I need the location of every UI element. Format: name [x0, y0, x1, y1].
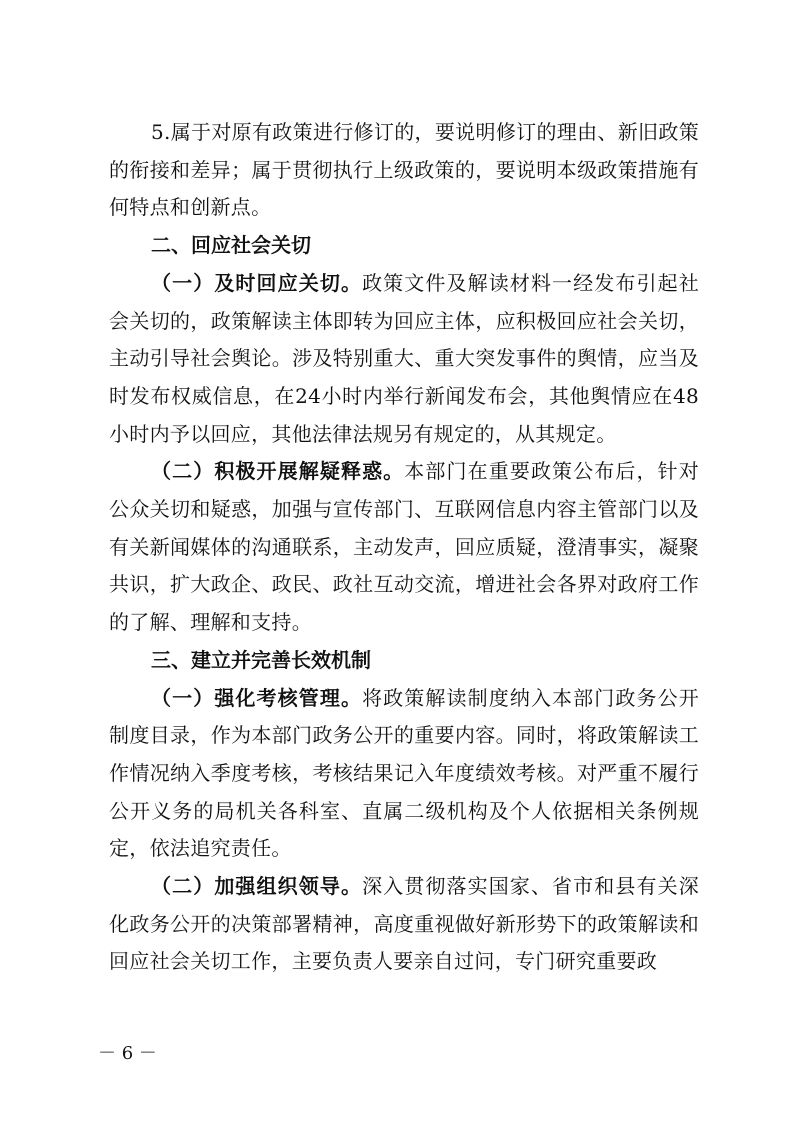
page-number: － 6 －	[98, 1043, 157, 1064]
paragraph-2-1-lead: （一）及时回应关切。	[151, 270, 363, 295]
paragraph-2-1-body: 政策文件及解读材料一经发布引起社会关切的，政策解读主体即转为回应主体，应积极回应社会关切，主动引导社会舆论。涉及特别重大、重大突发事件的舆情，应当及时发布权威信息，在24小时内举行新闻发布会，其他舆情应在48小时内予以回应，其他法律法规另有规定的，从其规定。	[109, 270, 699, 446]
paragraph-3-1	[109, 680, 699, 869]
section-heading-2: 二、回应社会关切	[151, 233, 311, 258]
paragraph-2-2-lead: （二）积极开展解疑释惑。	[151, 459, 405, 484]
paragraph-3-1-lead: （一）强化考核管理。	[151, 685, 363, 710]
paragraph-2-2	[109, 453, 699, 642]
paragraph-item-5: 5.属于对原有政策进行修订的，要说明修订的理由、新旧政策的衔接和差异；属于贯彻执行上级政策的，要说明本级政策措施有何特点和创新点。	[109, 120, 699, 220]
paragraph-3-2-lead: （二）加强组织领导。	[151, 874, 363, 899]
paragraph-3-2-body: 深入贯彻落实国家、省市和县有关深化政务公开的决策部署精神，高度重视做好新形势下的政策解读和回应社会关切工作，主要负责人要亲自过问，专门研究重要政	[109, 874, 699, 974]
paragraph-3-1-body: 将政策解读制度纳入本部门政务公开制度目录，作为本部门政务公开的重要内容。同时，将政策解读工作情况纳入季度考核，考核结果记入年度绩效考核。对严重不履行公开义务的局机关各科室、直属二级机构及个人依据相关条例规定，依法追究责任。	[109, 685, 699, 861]
section-heading-3: 三、建立并完善长效机制	[151, 647, 371, 672]
paragraph-2-1	[109, 265, 699, 454]
document-body	[109, 114, 699, 981]
paragraph-3-2	[109, 868, 699, 981]
paragraph-2-2-body: 本部门在重要政策公布后，针对公众关切和疑惑，加强与宣传部门、互联网信息内容主管部门以及有关新闻媒体的沟通联系，主动发声，回应质疑，澄清事实，凝聚共识，扩大政企、政民、政社互动交流，增进社会各界对政府工作的了解、理解和支持。	[109, 459, 699, 635]
